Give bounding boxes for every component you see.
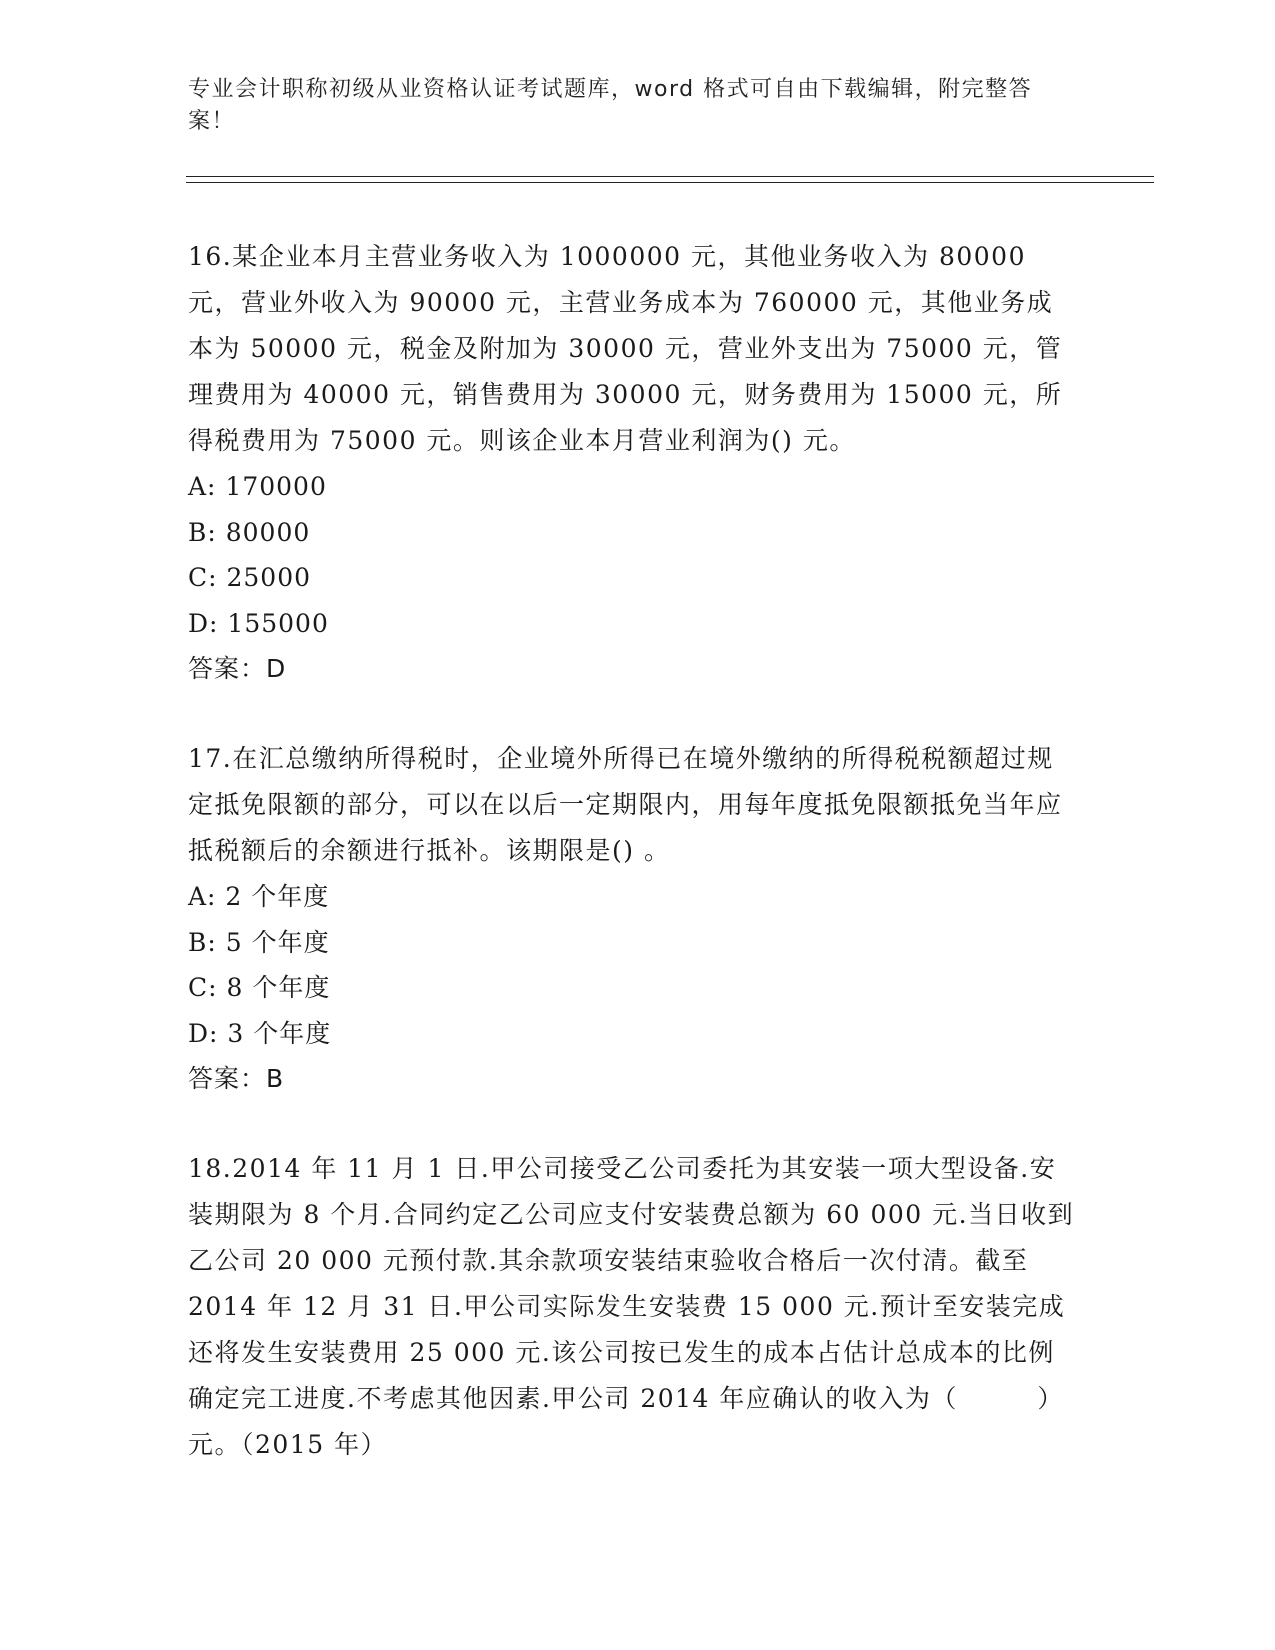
question-18 (188, 1146, 1078, 1468)
option-c: C: 25000 (188, 563, 312, 592)
question-stem: 16.某企业本月主营业务收入为 1000000 元，其他业务收入为 80000 元，营业外收入为 90000 元，主营业务成本为 760000 元，其他业务成本为 50000 元，税金及附加为 30000 元，营业外支出为 75000 元，管理费用为 40000 元，销售费用为 30000 元，财务费用为 15000 元，所得税费用为 75000 元。则该企业本月营业利润为() 元。 (188, 242, 1063, 455)
header-rule-bottom (186, 182, 1154, 183)
question-17 (188, 736, 1078, 1102)
option-d: D: 155000 (188, 608, 329, 638)
question-16 (188, 234, 1078, 692)
option-b: B: 5 个年度 (188, 927, 330, 957)
option-c: C: 8 个年度 (188, 973, 331, 1002)
question-list (188, 234, 1078, 1468)
answer: 答案：B (188, 1064, 285, 1093)
header-rule-top (186, 176, 1154, 177)
question-spacer (188, 1102, 1078, 1146)
option-a: A: 170000 (188, 472, 327, 501)
answer: 答案：D (188, 654, 287, 683)
question-spacer (188, 692, 1078, 736)
option-a: A: 2 个年度 (188, 882, 330, 911)
option-b: B: 80000 (188, 517, 311, 547)
option-d: D: 3 个年度 (188, 1018, 332, 1048)
question-stem: 17.在汇总缴纳所得税时，企业境外所得已在境外缴纳的所得税税额超过规定抵免限额的部分，可以在以后一定期限内，用每年度抵免限额抵免当年应抵税额后的余额进行抵补。该期限是() 。 (188, 744, 1063, 865)
document-header: 专业会计职称初级从业资格认证考试题库，word 格式可自由下载编辑，附完整答案！ (188, 77, 1033, 134)
question-stem: 18.2014 年 11 月 1 日.甲公司接受乙公司委托为其安装一项大型设备.安装期限为 8 个月.合同约定乙公司应支付安装费总额为 60 000 元.当日收到乙公司 20 000 元预付款.其余款项安装结束验收合格后一次付清。截至 2014 年 12 月 31 日.甲公司实际发生安装费 15 000 元.预计至安装完成还将发生安装费用 25 000 元.该公司按已发生的成本占估计总成本的比例确定完工进度.不考虑其他因素.甲公司 2014 年应确认的收入为（ ）元。（2015 年） (188, 1154, 1075, 1459)
